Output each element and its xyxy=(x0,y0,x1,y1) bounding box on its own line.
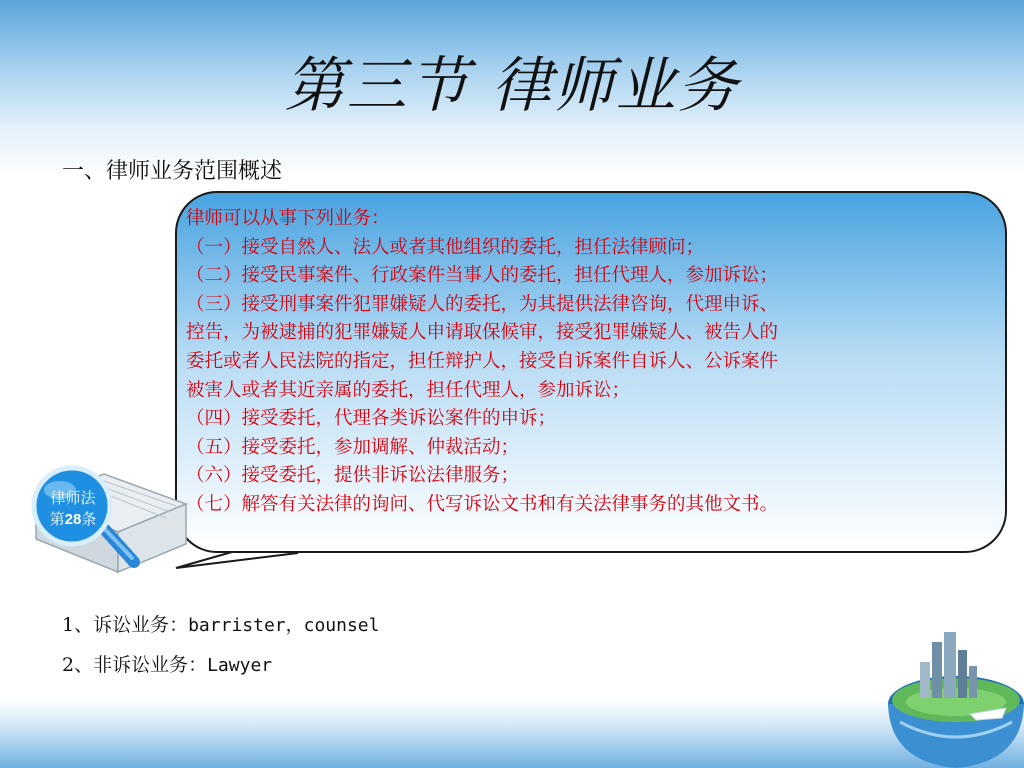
badge-line1: 律师法 xyxy=(50,490,96,507)
callout-line: 律师可以从事下列业务： xyxy=(186,208,390,229)
bottom-gradient-band xyxy=(0,700,1024,768)
badge-number: 28 xyxy=(64,511,82,528)
callout-line: （七）解答有关法律的询问、代写诉讼文书和有关法律事务的其他文书。 xyxy=(186,493,779,515)
callout-line: （五）接受委托，参加调解、仲裁活动； xyxy=(186,436,520,458)
badge-suffix: 条 xyxy=(81,511,97,528)
slide-title: 第三节 律师业务 xyxy=(284,51,740,121)
callout-line: 委托或者人民法院的指定，担任辩护人，接受自诉案件自诉人、公诉案件 xyxy=(186,350,779,372)
callout-text xyxy=(186,205,1012,520)
section-heading: 一、律师业务范围概述 xyxy=(62,159,283,184)
item-label: 1、诉讼业务： xyxy=(62,614,189,636)
globe-city-icon xyxy=(880,622,1024,768)
badge-line2 xyxy=(38,509,108,530)
list-item xyxy=(62,650,272,677)
callout-line: 控告，为被逮捕的犯罪嫌疑人申请取保候审，接受犯罪嫌疑人、被告人的 xyxy=(186,322,779,344)
callout-line: （三）接受刑事案件犯罪嫌疑人的委托，为其提供法律咨询，代理申诉、 xyxy=(186,293,779,315)
item-value: barrister，counsel xyxy=(188,615,380,636)
callout-line: （四）接受委托，代理各类诉讼案件的申诉； xyxy=(186,408,557,430)
callout-line: （一）接受自然人、法人或者其他组织的委托，担任法律顾问； xyxy=(186,236,705,258)
item-label: 2、非诉讼业务： xyxy=(62,654,208,676)
law-article-badge xyxy=(38,488,108,530)
item-value: Lawyer xyxy=(207,655,273,676)
callout-line: （二）接受民事案件、行政案件当事人的委托，担任代理人，参加诉讼； xyxy=(186,265,779,287)
callout-line: 被害人或者其近亲属的委托，担任代理人，参加诉讼； xyxy=(186,379,631,401)
badge-prefix: 第 xyxy=(49,511,65,528)
list-item xyxy=(62,610,379,637)
callout-line: （六）接受委托，提供非诉讼法律服务； xyxy=(186,465,520,487)
